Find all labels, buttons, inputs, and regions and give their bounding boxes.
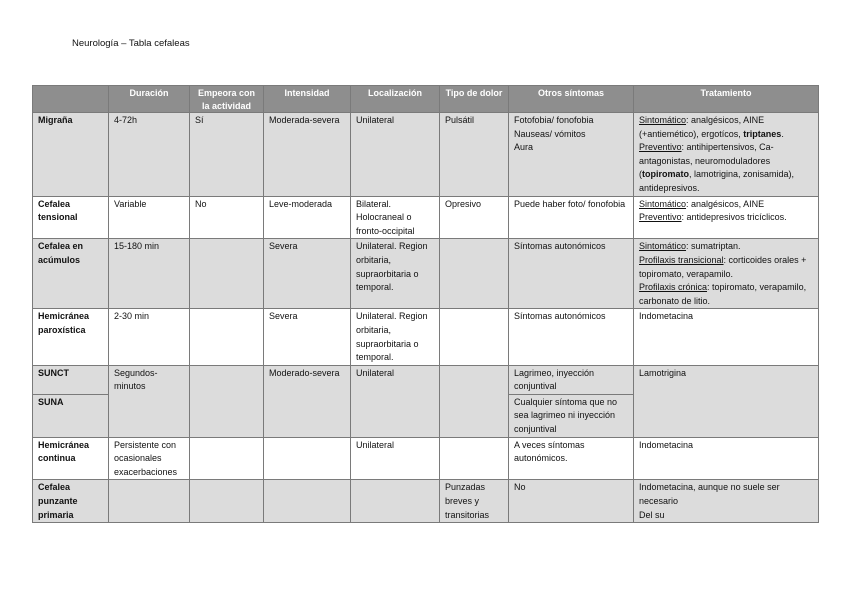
cell-intensidad: Leve-moderada	[264, 196, 351, 239]
cell-empeora	[190, 437, 264, 480]
treatment-label: Sintomático	[639, 198, 687, 209]
treatment-text: : topiromato, verapamilo, carbonato de litio.	[639, 282, 807, 306]
row-name: Cefalea tensional	[33, 196, 109, 239]
cell-localizacion: Unilateral. Region orbitaria, supraorbitaria o temporal.	[351, 239, 440, 309]
treatment-label: Preventivo	[639, 212, 682, 223]
symptom: Nauseas/ vómitos	[514, 128, 586, 139]
row-name: SUNA	[33, 394, 109, 437]
treatment-label: Profilaxis transicional	[639, 254, 724, 265]
table-row	[33, 309, 819, 365]
treatment-text: : sumatriptan.	[686, 241, 741, 252]
cell-localizacion: Unilateral	[351, 113, 440, 197]
header-localizacion: Localización	[351, 86, 440, 113]
cell-localizacion: Unilateral	[351, 437, 440, 480]
cell-empeora: Sí	[190, 113, 264, 197]
cell-duracion: 15-180 min	[109, 239, 190, 309]
cell-otros: Puede haber foto/ fonofobia	[509, 196, 634, 239]
cell-tratamiento: Indometacina	[634, 309, 819, 365]
document-title: Neurología – Tabla cefaleas	[72, 38, 190, 49]
treatment-text: : antihipertensivos, Ca-antagonistas, neuromoduladores (	[639, 142, 774, 180]
treatment-text: .	[781, 128, 784, 139]
cell-otros: No	[509, 480, 634, 523]
cell-tratamiento	[634, 480, 819, 523]
cell-otros: Síntomas autonómicos	[509, 309, 634, 365]
cell-tratamiento: Indometacina	[634, 437, 819, 480]
cell-duracion: 2-30 min	[109, 309, 190, 365]
treatment-text: Del su	[639, 509, 665, 520]
table-row	[33, 196, 819, 239]
treatment-text: : antidepresivos tricíclicos.	[681, 212, 787, 223]
treatment-bold: topiromato	[642, 169, 689, 180]
cell-intensidad: Moderado-severa	[264, 365, 351, 437]
treatment-text: Indometacina, aunque no suele ser necesario	[639, 482, 780, 507]
header-intensidad: Intensidad	[264, 86, 351, 113]
cell-tipo: Pulsátil	[440, 113, 509, 197]
row-name: Hemicránea paroxística	[33, 309, 109, 365]
cell-duracion: Variable	[109, 196, 190, 239]
cell-tipo	[440, 309, 509, 365]
treatment-label: Sintomático	[639, 115, 687, 125]
cell-tratamiento: Lamotrigina	[634, 365, 819, 437]
cell-duracion: Persistente con ocasionales exacerbaciones	[109, 437, 190, 480]
cell-otros: Cualquier síntoma que no sea lagrimeo ni inyección conjuntival	[509, 394, 634, 437]
table-row	[33, 113, 819, 197]
cell-localizacion: Unilateral. Region orbitaria, supraorbitaria o temporal.	[351, 309, 440, 365]
cell-localizacion: Unilateral	[351, 365, 440, 437]
header-tipo: Tipo de dolor	[440, 86, 509, 113]
header-otros: Otros síntomas	[509, 86, 634, 113]
cell-empeora	[190, 309, 264, 365]
cell-intensidad	[264, 437, 351, 480]
cell-tipo: Punzadas breves y transitorias	[440, 480, 509, 523]
cell-tipo	[440, 365, 509, 437]
cell-tipo	[440, 437, 509, 480]
cell-intensidad: Severa	[264, 239, 351, 309]
cell-otros: A veces síntomas autonómicos.	[509, 437, 634, 480]
symptom: Fotofobia/ fonofobia	[514, 115, 594, 125]
cell-duracion: Segundos-minutos	[109, 365, 190, 437]
table-row	[33, 365, 819, 394]
cell-duracion	[109, 480, 190, 523]
cell-duracion: 4-72h	[109, 113, 190, 197]
treatment-label: Sintomático	[639, 241, 687, 252]
treatment-label: Profilaxis crónica	[639, 282, 708, 293]
symptom: Aura	[514, 142, 534, 153]
cell-intensidad: Moderada-severa	[264, 113, 351, 197]
cell-intensidad	[264, 480, 351, 523]
treatment-text: , lamotrigina, zonisamida), antidepresivos.	[639, 169, 795, 193]
headache-table	[32, 85, 819, 523]
cell-otros: Lagrimeo, inyección conjuntival	[509, 365, 634, 394]
treatment-text: : analgésicos, AINE	[686, 198, 765, 209]
cell-empeora	[190, 239, 264, 309]
cell-localizacion: Bilateral. Holocraneal o fronto-occipital	[351, 196, 440, 239]
cell-localizacion	[351, 480, 440, 523]
table-row	[33, 437, 819, 480]
header-empty	[33, 86, 109, 113]
cell-otros	[509, 113, 634, 197]
header-empeora: Empeora con la actividad	[190, 86, 264, 113]
cell-tipo: Opresivo	[440, 196, 509, 239]
cell-tipo	[440, 239, 509, 309]
header-duracion: Duración	[109, 86, 190, 113]
cell-empeora	[190, 365, 264, 437]
row-name: Cefalea punzante primaria	[33, 480, 109, 523]
header-tratamiento: Tratamiento	[634, 86, 819, 113]
cell-tratamiento	[634, 196, 819, 239]
cell-intensidad: Severa	[264, 309, 351, 365]
row-name: Cefalea en acúmulos	[33, 239, 109, 309]
cell-tratamiento	[634, 113, 819, 197]
treatment-text: : corticoides orales + topiromato, verapamilo.	[639, 254, 807, 279]
row-name: Migraña	[33, 113, 109, 197]
treatment-text: : analgésicos, AINE (+antiemético), ergotícos,	[639, 115, 765, 139]
header-row	[33, 86, 819, 113]
treatment-bold: triptanes	[743, 128, 782, 139]
row-name: SUNCT	[33, 365, 109, 394]
table-row	[33, 480, 819, 523]
table-row	[33, 239, 819, 309]
cell-empeora	[190, 480, 264, 523]
cell-empeora: No	[190, 196, 264, 239]
cell-otros: Síntomas autonómicos	[509, 239, 634, 309]
cell-tratamiento	[634, 239, 819, 309]
row-name: Hemicránea continua	[33, 437, 109, 480]
treatment-label: Preventivo	[639, 142, 682, 153]
